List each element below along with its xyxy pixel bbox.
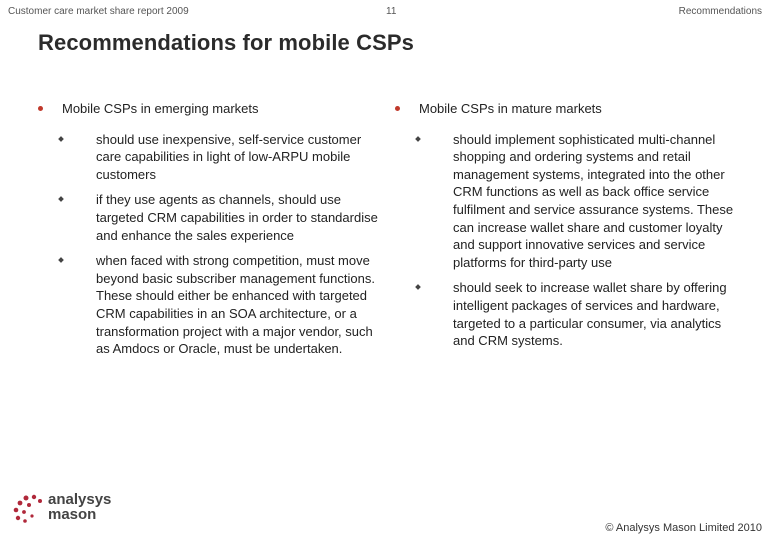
diamond-bullet-icon: [58, 197, 64, 203]
report-title-header: Customer care market share report 2009: [8, 6, 189, 17]
logo-line-1: analysys: [48, 491, 112, 508]
diamond-bullet-icon: [415, 136, 421, 142]
sub-bullet-list: [395, 131, 735, 350]
list-item-text: should seek to increase wallet share by offering intelligent packages of services and hardware, targeted to a particular consumer, via analytics and CRM systems.: [453, 280, 727, 349]
list-item-text: if they use agents as channels, should use targeted CRM capabilities in order to standardise and enhance the sales experience: [96, 192, 378, 243]
diamond-bullet-icon: [58, 257, 64, 263]
list-item: [395, 131, 735, 272]
copyright-footer: © Analysys Mason Limited 2010: [605, 522, 762, 534]
diamond-bullet-icon: [58, 136, 64, 142]
emerging-markets-column: [38, 100, 378, 366]
diamond-bullet-icon: [415, 285, 421, 291]
sub-bullet-list: [38, 131, 378, 358]
list-item: [395, 279, 735, 349]
logo-wordmark: [48, 492, 111, 522]
list-item-text: when faced with strong competition, must move beyond basic subscriber management functions. These should either be enhanced with targeted CRM capabilities in an SOA architecture, or a transformation project with a major vendor, such as Amdocs or Oracle, must be undertaken.: [96, 253, 375, 357]
column-heading: Mobile CSPs in mature markets: [419, 101, 602, 116]
column-heading: Mobile CSPs in emerging markets: [62, 101, 259, 116]
bullet-dot-icon: [395, 106, 400, 111]
mature-markets-column: [395, 100, 735, 358]
main-bullet: [38, 100, 378, 118]
list-item: [38, 131, 378, 184]
analysys-mason-logo: [12, 492, 132, 532]
logo-dots-icon: [12, 494, 46, 528]
list-item: [38, 191, 378, 244]
list-item: [38, 252, 378, 358]
page-number: 11: [386, 6, 397, 17]
logo-line-2: mason: [48, 506, 97, 523]
list-item-text: should use inexpensive, self-service customer care capabilities in light of low-ARPU mobile customers: [96, 131, 362, 182]
page-title: Recommendations for mobile CSPs: [38, 30, 414, 55]
list-item-text: should implement sophisticated multi-channel shopping and ordering systems and retail management systems, integrated into the other CRM functions as well as back office service fulfilment and service assurance systems. These can increase wallet share and customer loyalty and support innovative services and service platforms for third-party use: [453, 131, 734, 270]
bullet-dot-icon: [38, 106, 43, 111]
section-name-header: Recommendations: [678, 6, 762, 17]
main-bullet: [395, 100, 735, 118]
